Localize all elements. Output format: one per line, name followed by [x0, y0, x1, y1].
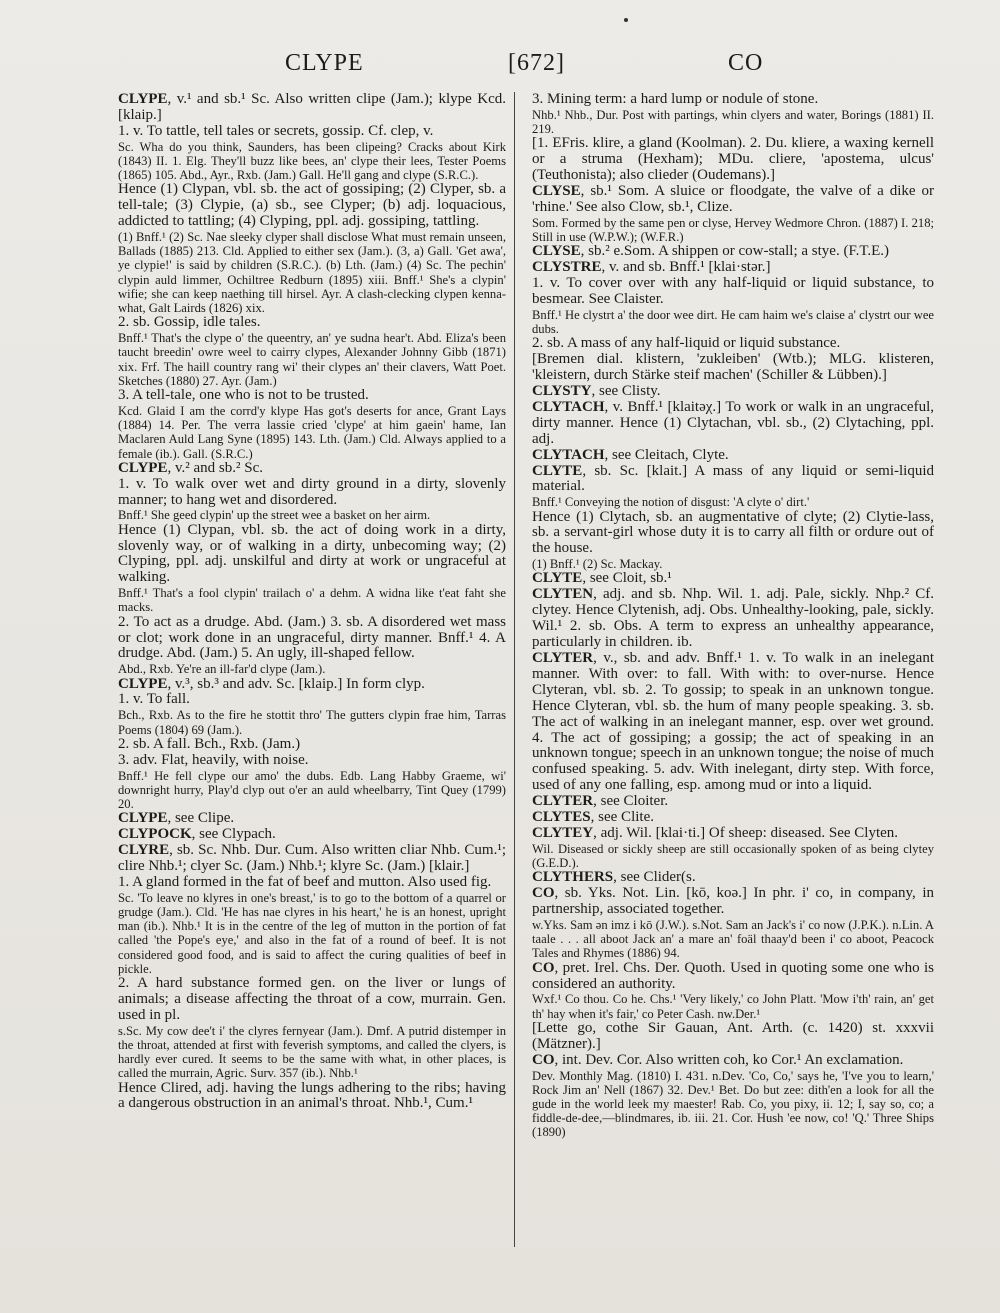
sense-paragraph: 2. sb. Gossip, idle tales.	[118, 314, 261, 331]
sense-paragraph: 2. sb. A mass of any half-liquid or liquid substance.	[532, 335, 841, 352]
ink-speck	[624, 18, 628, 22]
sense-paragraph: Hence (1) Clypan, vbl. sb. the act of doing work in a dirty, slovenly way, or of walking in a dirty, unbecoming way; (2) Clyping, ppl. adj. unskilful and dirty at work or ungraceful at walking.	[118, 521, 506, 586]
sense-paragraph: 1. v. To cover over with any half-liquid or liquid substance, to besmear. See Claister.	[532, 275, 934, 307]
headword: CLYTEY	[532, 824, 594, 841]
headword: CLYTER	[532, 793, 594, 810]
dictionary-entry: CLYTES, see Clite.	[532, 809, 654, 826]
dictionary-entry: CLYTACH, see Cleitach, Clyte.	[532, 446, 729, 463]
dictionary-entry: CLYTEY, adj. Wil. [klai·ti.] Of sheep: diseased. See Clyten.	[532, 824, 899, 841]
dictionary-entry: CLYPE, v.² and sb.² Sc.	[118, 459, 263, 476]
headword: CLYTES	[532, 809, 591, 826]
dictionary-entry: CO, pret. Irel. Chs. Der. Quoth. Used in quoting some one who is considered an authority.	[532, 959, 934, 992]
sense-paragraph: [Lette go, cothe Sir Gauan, Ant. Arth. (c. 1420) st. xxxvii (Mätzner).]	[532, 1019, 934, 1052]
dictionary-entry: CLYTACH, v. Bnff.¹ [klaitəχ.] To work or walk in an ungraceful, dirty manner. Hence (1) Clytachan, vbl. sb., (2) Clytaching, ppl. adj.	[532, 398, 934, 447]
citation: Bnff.¹ She geed clypin' up the street wee a basket on her airm.	[118, 508, 431, 523]
sense-paragraph: [1. EFris. klire, a gland (Koolman). 2. Du. kliere, a waxing kernell or a struma (Hexham); MDu. cliere, 'apostema, ulcus' (Teuthonista); also clieder (Oudemans).]	[532, 135, 934, 184]
headword: CLYTHERS	[532, 869, 614, 886]
headword: CLYTEN	[532, 586, 594, 603]
headword: CO	[532, 885, 555, 902]
headword: CLYTACH	[532, 446, 605, 463]
dictionary-entry: CLYTE, sb. Sc. [klait.] A mass of any liquid or semi-liquid material.	[532, 462, 934, 495]
citation: (1) Bnff.¹ (2) Sc. Mackay.	[532, 557, 663, 572]
dictionary-entry: CLYSE, sb.¹ Som. A sluice or floodgate, the valve of a dike or 'rhine.' See also Clow, sb.¹, Clize.	[532, 183, 934, 215]
headword: CLYSTY	[532, 383, 592, 399]
sense-paragraph: 1. A gland formed in the fat of beef and mutton. Also used fig.	[118, 873, 492, 890]
sense-paragraph: 3. adv. Flat, heavily, with noise.	[118, 751, 309, 768]
sense-paragraph: 2. sb. A fall. Bch., Rxb. (Jam.)	[118, 735, 301, 752]
sense-paragraph: Hence (1) Clytach, sb. an augmentative of clyte; (2) Clytie-lass, sb. a servant-girl whose duty it is to carry all filth or ordure out of the house.	[532, 508, 934, 557]
left-column	[118, 92, 506, 1242]
page-number: [672]	[508, 50, 565, 76]
dictionary-entry: CLYTHERS, see Clider(s.	[532, 869, 696, 886]
headword: CLYSTRE	[532, 259, 602, 276]
sense-paragraph: Hence Clired, adj. having the lungs adhering to the ribs; having a dangerous obstruction in an animal's throat. Nhb.¹, Cum.¹	[118, 1079, 506, 1112]
sense-paragraph: 1. v. To fall.	[118, 691, 190, 708]
dictionary-entry: CLYPE, see Clipe.	[118, 810, 235, 827]
citation: Bnff.¹ He fell clype our amo' the dubs. Edb. Lang Habby Graeme, wi' downright hurry, Play'd clyp out o'er an auld wheelbarry, Tint Quey (1799) 20.	[118, 768, 506, 812]
headword: CLYPE	[118, 675, 168, 692]
headword: CO	[532, 959, 555, 976]
sense-paragraph: Hence (1) Clypan, vbl. sb. the act of gossiping; (2) Clyper, sb. a tell-tale; (3) Clypie, (a) sb., see Clyper; (b) adj. loquacious, addicted to tattling; (4) Clyping, ppl. adj. gossiping, tattling.	[118, 181, 506, 230]
header-left-headword: CLYPE	[285, 50, 364, 76]
dictionary-entry: CLYPE, v.¹ and sb.¹ Sc. Also written clipe (Jam.); klype Kcd. [klaip.]	[118, 92, 506, 123]
dictionary-entry: CO, sb. Yks. Not. Lin. [kō, koə.] In phr. i' co, in company, in partnership, associated together.	[532, 885, 934, 918]
sense-paragraph: 1. v. To tattle, tell tales or secrets, gossip. Cf. clep, v.	[118, 122, 434, 139]
citation: w.Yks. Sam ən imz i kō (J.W.). s.Not. Sam an Jack's i' co now (J.P.K.). n.Lin. A taale . . . all aboot Jack an' a mare an' foäl thaay'd been i' co aboot, Peacock Tales and Rhymes (1886) 94.	[532, 918, 934, 961]
headword: CLYSE	[532, 243, 581, 260]
running-header	[0, 50, 1000, 86]
dictionary-entry: CO, int. Dev. Cor. Also written coh, ko Cor.¹ An exclamation.	[532, 1051, 904, 1068]
dictionary-entry: CLYPOCK, see Clypach.	[118, 826, 276, 843]
dictionary-entry: CLYSE, sb.² e.Som. A shippen or cow-stall; a stye. (F.T.E.)	[532, 243, 890, 260]
citation: Dev. Monthly Mag. (1810) I. 431. n.Dev. 'Co, Co,' says he, 'I've you to learn,' Rock Jim an' Nell (1867) 32. Dev.¹ Bet. Do but zee: dith'en a look for all the gude in the world leek my maester! Rab. Co, you pixy, ii. 12; I, say so, co; a fiddle-de-dee,—blindmares, ib. iii. 21. Cor. Hush 'ee now, co! 'Q.' Three Ships (1890)	[532, 1068, 934, 1140]
citation: (1) Bnff.¹ (2) Sc. Nae sleeky clyper shall disclose What must remain unseen, Ballads (1885) 213. Cld. Applied to either sex (Jam.). (3, a) Gall. 'Get awa', ye clypie!' is said by children (S.R.C.). (b) Lth. (Jam.) (4) Sc. The pechin' clypin auld limmer, Ochiltree Redburn (1895) xiii. Bnff.¹ She's a clypin' wifie; she can keep naething till hirsel. Ayr. A clash-clecking clypen kenna-what, Galt Lairds (1826) xix.	[118, 230, 506, 316]
dictionary-entry: CLYSTRE, v. and sb. Bnff.¹ [klai·stər.]	[532, 259, 771, 276]
headword: CO	[532, 1051, 555, 1068]
citation: Bnff.¹ He clystrt a' the door wee dirt. He cam haim we's claise a' clystrt our wee dubs.	[532, 307, 934, 337]
sense-paragraph: [Bremen dial. klistern, 'zukleiben' (Wtb.); MLG. klisteren, 'kleistern, durch Stärke steif machen' (Schiller & Lübben).]	[532, 351, 934, 384]
headword: CLYTACH	[532, 398, 605, 415]
citation: Abd., Rxb. Ye're an ill-far'd clype (Jam.).	[118, 662, 326, 677]
dictionary-entry: CLYPE, v.³, sb.³ and adv. Sc. [klaip.] In form clyp.	[118, 675, 425, 692]
sense-paragraph: 3. Mining term: a hard lump or nodule of stone.	[532, 92, 819, 107]
citation: Sc. Wha do you think, Saunders, has been clipeing? Cracks about Kirk (1843) II. 1. Elg. They'll buzz like bees, an' clype their lees, Tester Poems (1865) 105. Abd., Ayr., Rxb. (Jam.) Gall. He'll gang and clype (S.R.C.).	[118, 139, 506, 183]
dictionary-entry: CLYTER, v., sb. and adv. Bnff.¹ 1. v. To walk in an inelegant manner. With over: to fall. With with: to over-nurse. Hence Clyteran, vbl. sb. 2. To gossip; to speak in an unknown tongue. Hence Clyteran, vbl. sb. the hum of many people speaking. 3. sb. The act of walking in an inelegant manner, esp. over wet ground. 4. The act of gossiping; a gossip; the act of speaking in an unknown tongue; speech in an unknown tongue; the noise of much confused speaking. 5. adv. With inelegant, dirty step. With force, used of any one falling, esp. among mud or into a liquid.	[532, 650, 934, 794]
dictionary-entry: CLYTE, see Cloit, sb.¹	[532, 570, 672, 587]
citation: Wxf.¹ Co thou. Co he. Chs.¹ 'Very likely,' co John Platt. 'Mow i'th' rain, an' get th' hay when it's fair,' co Peter Cash. nw.Der.¹	[532, 992, 934, 1021]
dictionary-entry: CLYSTY, see Clisty.	[532, 383, 661, 399]
column-divider	[514, 92, 515, 1247]
headword: CLYTER	[532, 650, 594, 666]
headword: CLYTE	[532, 462, 583, 479]
dictionary-entry: CLYTER, see Cloiter.	[532, 793, 669, 810]
citation: Sc. 'To leave no klyres in one's breast,' is to go to the bottom of a quarrel or grudge (Jam.). Cld. 'He has nae clyres in his heart,' he is an honest, upright man (ib.). Nhb.¹ It is in the centre of the leg of mutton in the portion of fat called 'the Pope's eye,' and also in the fat of a round of beef. It is not considered good food, and is said to affect the curing qualities of beef in pickle.	[118, 890, 506, 976]
headword: CLYPE	[118, 810, 168, 827]
citation: Bnff.¹ That's the clype o' the queentry, an' ye sudna hear't. Abd. Eliza's been taucht breedin' owre weel to cairry clypes, Alexander Johnny Gibb (1871) xix. Frf. The haill country rang wi' their clypes an' their clavers, Watt Poet. Sketches (1880) 27. Ayr. (Jam.)	[118, 331, 506, 388]
citation: Bnff.¹ Conveying the notion of disgust: 'A clyte o' dirt.'	[532, 495, 810, 510]
sense-paragraph: 1. v. To walk over wet and dirty ground in a dirty, slovenly manner; to hang wet and disordered.	[118, 475, 506, 508]
headword: CLYPE	[118, 92, 168, 107]
sense-paragraph: 3. A tell-tale, one who is not to be trusted.	[118, 386, 369, 403]
citation: Som. Formed by the same pen or clyse, Hervey Wedmore Chron. (1887) I. 218; Still in use (W.P.W.); (W.F.R.)	[532, 215, 934, 245]
citation: Wil. Diseased or sickly sheep are still occasionally spoken of as being clytey (G.E.D.).	[532, 841, 934, 871]
citation: Bnff.¹ That's a fool clypin' trailach o' a dehm. A widna like t'eat faht she macks.	[118, 586, 506, 615]
headword: CLYPE	[118, 459, 168, 476]
citation: Kcd. Glaid I am the corrd'y klype Has got's deserts for ance, Grant Lays (1884) 14. Per. The verra lassie cried 'clype' at him gaein' hame, Ian Maclaren Auld Lang Syne (1895) 143. Lth. (Jam.) Cld. Always applied to a female (ib.). Gall. (S.R.C.)	[118, 403, 506, 461]
citation: s.Sc. My cow dee't i' the clyres fernyear (Jam.). Dmf. A putrid distemper in the throat, attended at first with feverish symptoms, and called the clyers, is hardly ever cured. It seems to be the same with what, in other places, is called the murrain, Agric. Surv. 357 (ib.). Nhb.¹	[118, 1023, 506, 1081]
dictionary-entry: CLYTEN, adj. and sb. Nhp. Wil. 1. adj. Pale, sickly. Nhp.² Cf. clytey. Hence Clytenish, adj. Obs. Unhealthy-looking, pale, sickly. Wil.¹ 2. sb. Obs. A term to express an unhealthy appearance, particularly in children. ib.	[532, 586, 934, 651]
dictionary-entry: CLYRE, sb. Sc. Nhb. Dur. Cum. Also written cliar Nhb. Cum.¹; clire Nhb.¹; clyer Sc. (Jam.) Nhb.¹; klyre Sc. (Jam.) [klair.]	[118, 842, 506, 874]
headword: CLYRE	[118, 842, 170, 859]
citation: Bch., Rxb. As to the fire he stottit thro' The gutters clypin frae him, Tarras Poems (1804) 69 (Jam.).	[118, 708, 506, 737]
sense-paragraph: 2. A hard substance formed gen. on the liver or lungs of animals; a disease affecting the throat of a cow, murrain. Gen. used in pl.	[118, 974, 506, 1023]
headword: CLYTE	[532, 570, 583, 587]
citation: Nhb.¹ Nhb., Dur. Post with partings, whin clyers and water, Borings (1881) II. 219.	[532, 107, 934, 137]
right-column	[532, 92, 934, 1242]
sense-paragraph: 2. To act as a drudge. Abd. (Jam.) 3. sb. A disordered wet mass or clot; work done in an ungraceful, dirty manner. Bnff.¹ 4. A drudge. Abd. (Jam.) 5. An ugly, ill-shaped fellow.	[118, 613, 506, 662]
headword: CLYSE	[532, 183, 581, 200]
header-right-headword: CO	[728, 50, 764, 76]
headword: CLYPOCK	[118, 826, 192, 843]
